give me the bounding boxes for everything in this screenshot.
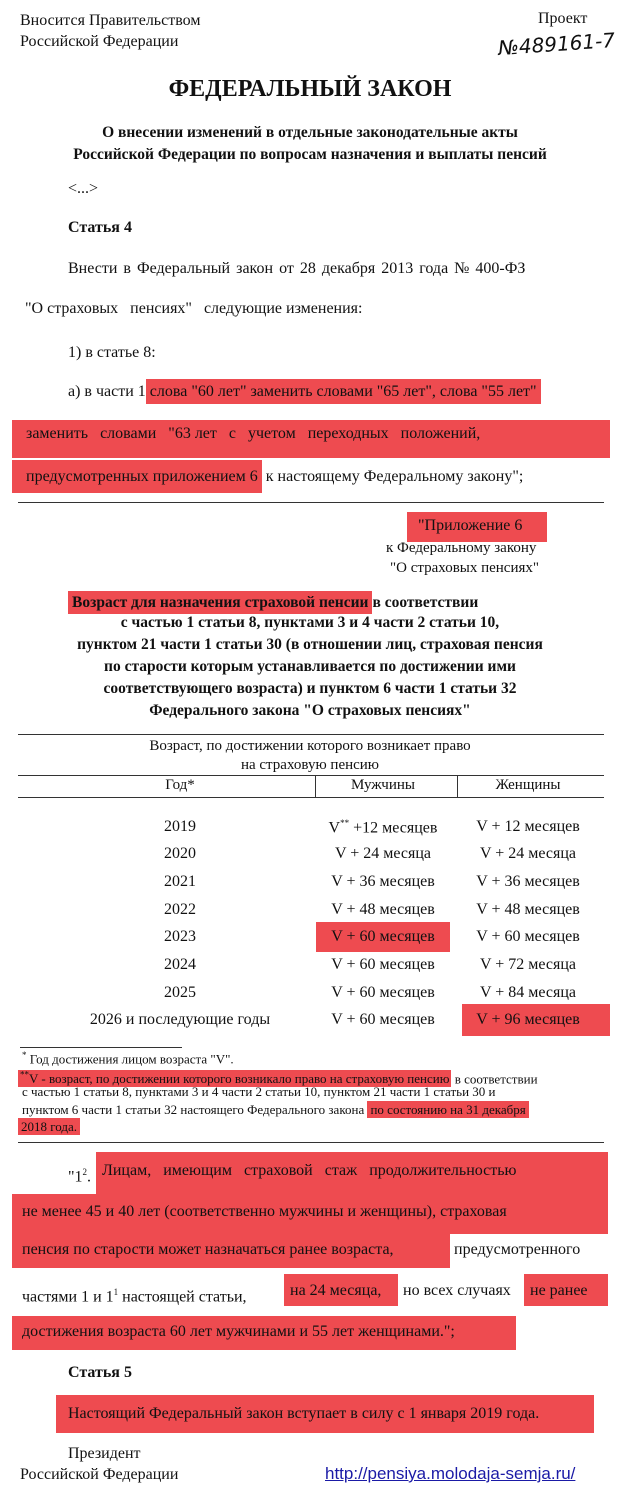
table-header-men: Мужчины <box>351 777 415 793</box>
source-link[interactable]: http://pensiya.molodaja-semja.ru/ <box>325 1464 576 1483</box>
table-cell-women: V + 12 месяцев <box>476 818 580 835</box>
clause-line1 <box>68 1156 91 1193</box>
amendment-a-line3 <box>12 460 523 494</box>
table-cell-year: 2022 <box>164 901 196 918</box>
table-cell-men: V + 60 месяцев <box>331 984 435 1001</box>
table-cell-women: V + 24 месяца <box>479 845 577 862</box>
article4-heading: Статья 4 <box>68 219 132 236</box>
clause-prefix: "1 <box>68 1168 83 1186</box>
table-row <box>0 845 620 869</box>
table-cell-year: 2023 <box>164 928 196 945</box>
clause-line4-c: но всех случаях <box>403 1282 511 1299</box>
table-header-bottom-rule <box>18 797 604 798</box>
footnote-2-line3 <box>22 1101 529 1119</box>
signature-line1: Президент <box>68 1445 141 1462</box>
footnote-2-date-highlight: по состоянию на 31 декабря <box>367 1101 528 1118</box>
table-row <box>0 873 620 897</box>
clause-line5-text: достижения возраста 60 лет мужчинами и 55 лет женщинами."; <box>22 1323 455 1340</box>
men-v-footnote-mark: ** <box>340 818 350 828</box>
clause-line3-rest: предусмотренного <box>454 1241 581 1258</box>
table-col-divider-2 <box>457 775 458 797</box>
divider <box>18 502 604 503</box>
article5-heading: Статья 5 <box>68 1364 132 1381</box>
appendix-law-name: "О страховых пенсиях" <box>390 560 540 576</box>
article4-item1: 1) в статье 8: <box>68 344 156 361</box>
table-cell-year: 2026 и последующие годы <box>89 1011 271 1028</box>
clause-line4 <box>22 1282 247 1307</box>
footnote-2-line4 <box>18 1118 80 1136</box>
article5-text: Настоящий Федеральный закон вступает в силу с 1 января 2019 года. <box>68 1405 540 1422</box>
table-row <box>0 984 620 1008</box>
table-group-header-line2: на страховую пенсию <box>240 757 380 773</box>
footnote-2-line2: с частью 1 статьи 8, пунктами 3 и 4 части 2 статьи 10, пунктом 21 части 1 статьи 30 и <box>22 1084 496 1099</box>
table-group-header-line1: Возраст, по достижении которого возникает право <box>149 738 471 754</box>
table-cell-women: V + 84 месяца <box>479 984 577 1001</box>
table-row <box>0 818 620 842</box>
article4-paragraph-line1: Внести в Федеральный закон от 28 декабря 2013 года № 400-ФЗ <box>68 260 526 277</box>
clause-prefix-sup: 2 <box>82 1167 88 1177</box>
appendix-heading-line3: пунктом 21 части 1 статьи 30 (в отношении лиц, страховая пенсия <box>77 636 543 653</box>
table-cell-women: V + 96 месяцев <box>476 1011 580 1028</box>
footnote-rule <box>20 1047 182 1048</box>
table-top-rule <box>18 734 604 735</box>
amendment-a-line3-rest: к настоящему Федеральному закону"; <box>265 468 524 485</box>
footnote-2-rest: в соответствии <box>454 1071 538 1087</box>
table-cell-year: 2024 <box>164 956 196 973</box>
appendix-heading-line4: по старости которым устанавливается по достижении ими <box>104 658 516 675</box>
appendix-heading-line1 <box>68 590 478 616</box>
appendix-heading-line6: Федерального закона "О страховых пенсиях" <box>149 702 471 719</box>
appendix-heading-line5: соответствующего возраста) и пунктом 6 части 1 статьи 32 <box>103 680 517 697</box>
submitted-by-line2: Российской Федерации <box>20 33 179 50</box>
footnote-1 <box>22 1050 234 1067</box>
table-row <box>0 1011 620 1035</box>
clause-line4-b: настоящей статьи, <box>118 1288 247 1306</box>
footnote-1-mark: * <box>22 1050 27 1060</box>
ellipsis-marker: <...> <box>68 180 99 197</box>
table-cell-women: V + 48 месяцев <box>476 901 580 918</box>
amendment-a-line2: заменить словами "63 лет с учетом переходных положений, <box>26 425 481 442</box>
table-cell-men: V + 48 месяцев <box>331 901 435 918</box>
table-cell-men: V + 36 месяцев <box>331 873 435 890</box>
appendix-heading-highlight: Возраст для назначения страховой пенсии <box>68 591 372 614</box>
footnote-2-line3-rest: пунктом 6 части 1 статьи 32 настоящего Федерального закона <box>22 1102 365 1117</box>
table-col-divider-1 <box>315 775 316 797</box>
table-cell-women: V + 72 месяца <box>479 956 577 973</box>
clause-line4-sup: 1 <box>113 1287 119 1297</box>
table-cell-year: 2025 <box>164 984 196 1001</box>
table-header-rule <box>18 775 604 776</box>
article4-paragraph-line2: "О страховых пенсиях" следующие изменения: <box>25 300 363 317</box>
subtitle-line2: Российской Федерации по вопросам назначения и выплаты пенсий <box>73 146 547 163</box>
men-v-rest: +12 месяцев <box>349 819 438 837</box>
table-cell-year: 2019 <box>164 818 196 835</box>
clause-line1-text: Лицам, имеющим страховой стаж продолжительностью <box>102 1162 517 1179</box>
submitted-by-line1: Вносится Правительством <box>20 12 201 29</box>
table-row <box>0 928 620 952</box>
signature-line2: Российской Федерации <box>20 1466 179 1483</box>
appendix-to-law: к Федеральному закону <box>386 540 537 556</box>
men-v: V <box>328 819 341 837</box>
footnote-2-mark: ** <box>20 1070 29 1080</box>
appendix-heading-line2: с частью 1 статьи 8, пунктами 3 и 4 части 2 статьи 10, <box>120 614 500 631</box>
amendment-a-line1 <box>68 378 541 406</box>
subtitle-line1: О внесении изменений в отдельные законодательные акты <box>102 124 518 141</box>
amendment-a-highlight1: слова "60 лет" заменить словами "65 лет", слова "55 лет" <box>146 379 541 404</box>
table-cell-women: V + 60 месяцев <box>476 928 580 945</box>
amendment-a-prefix: а) в части 1 <box>68 383 146 400</box>
table-cell-men: V + 60 месяцев <box>331 928 435 945</box>
table-row <box>0 956 620 980</box>
appendix-heading-line1-rest: в соответствии <box>372 594 479 611</box>
table-cell-men <box>322 818 444 837</box>
draft-number: №489161-7 <box>497 27 616 61</box>
clause-line4-highlight1: на 24 месяца, <box>290 1282 382 1299</box>
draft-label: Проект <box>538 10 588 27</box>
document-title: ФЕДЕРАЛЬНЫЙ ЗАКОН <box>168 76 452 102</box>
table-cell-men: V + 24 месяца <box>334 845 432 862</box>
clause-line4-a: частями 1 и 1 <box>22 1288 114 1306</box>
amendment-a-highlight3: предусмотренных приложением 6 <box>12 460 262 493</box>
footnote-2-year-highlight: 2018 года. <box>18 1118 80 1135</box>
table-header-women: Женщины <box>495 777 561 793</box>
table-cell-women: V + 36 месяцев <box>476 873 580 890</box>
clause-line4-highlight2: не ранее <box>530 1282 588 1299</box>
table-cell-men: V + 60 месяцев <box>331 1011 435 1028</box>
footnote-2-hl-text: V - возраст, по достижении которого возникало право на страховую пенсию <box>29 1071 450 1087</box>
table-cell-men: V + 60 месяцев <box>331 956 435 973</box>
table-header-year: Год* <box>165 777 195 793</box>
appendix-label: "Приложение 6 <box>418 517 523 534</box>
clause-line2-text: не менее 45 и 40 лет (соответственно мужчины и женщины), страховая <box>22 1203 507 1220</box>
clause-line3-text: пенсия по старости может назначаться ранее возраста, <box>22 1241 394 1258</box>
table-cell-year: 2021 <box>164 873 196 890</box>
clause-prefix-dot: . <box>87 1168 92 1186</box>
table-cell-year: 2020 <box>164 845 196 862</box>
footnote-1-text: Год достижения лицом возраста "V". <box>26 1051 234 1067</box>
divider <box>18 1142 604 1143</box>
table-row <box>0 901 620 925</box>
